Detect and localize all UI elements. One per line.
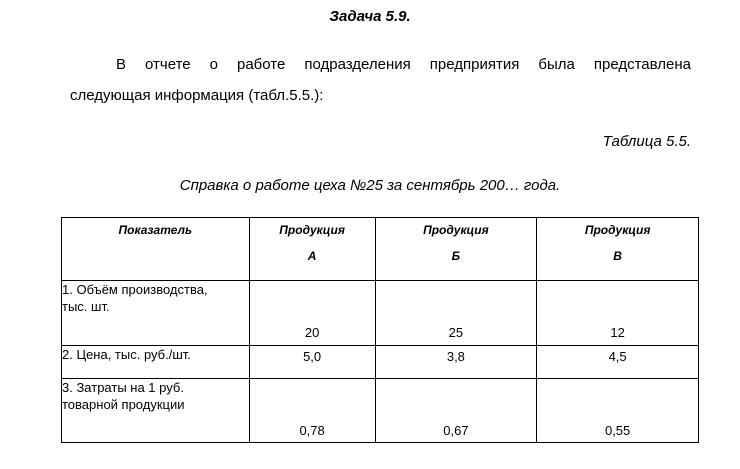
paragraph-line-1: В отчете о работе подразделения предприятия была представлена <box>116 56 691 73</box>
header-product-a <box>249 218 375 281</box>
row-label-line1: 2. Цена, тыс. руб./шт. <box>62 347 191 362</box>
header-product-b-line1: Продукция <box>423 223 489 237</box>
paragraph-line-2: следующая информация (табл.5.5.): <box>70 87 324 104</box>
cell-value: 4,5 <box>537 346 699 379</box>
header-product-v <box>537 218 699 281</box>
task-paragraph <box>70 49 691 111</box>
cell-value: 20 <box>249 281 375 346</box>
table-caption: Справка о работе цеха №25 за сентябрь 200… года. <box>179 177 561 194</box>
row-label <box>62 281 250 346</box>
task-title: Задача 5.9. <box>329 8 411 25</box>
header-product-b <box>375 218 537 281</box>
table-number-label: Таблица 5.5. <box>602 133 691 150</box>
row-label-line2: товарной продукции <box>62 397 185 412</box>
table-row <box>62 346 699 379</box>
table-header-row <box>62 218 699 281</box>
table-row <box>62 281 699 346</box>
cell-value: 3,8 <box>375 346 537 379</box>
header-product-a-line2: А <box>307 249 317 263</box>
row-label <box>62 379 250 443</box>
row-label-line2: тыс. шт. <box>62 299 110 314</box>
header-indicator <box>62 218 250 281</box>
cell-value: 0,78 <box>249 379 375 443</box>
cell-value: 12 <box>537 281 699 346</box>
table-row <box>62 379 699 443</box>
report-table <box>61 217 699 443</box>
row-label-line1: 3. Затраты на 1 руб. <box>62 380 184 395</box>
header-product-v-line2: В <box>613 249 622 263</box>
cell-value: 0,55 <box>537 379 699 443</box>
header-product-a-line1: Продукция <box>279 223 345 237</box>
header-product-v-line1: Продукция <box>584 223 651 237</box>
header-product-b-line2: Б <box>451 249 461 263</box>
row-label <box>62 346 250 379</box>
cell-value: 5,0 <box>249 346 375 379</box>
header-indicator-label: Показатель <box>118 223 193 237</box>
row-label-line1: 1. Объём производства, <box>62 282 208 297</box>
cell-value: 25 <box>375 281 537 346</box>
cell-value: 0,67 <box>375 379 537 443</box>
